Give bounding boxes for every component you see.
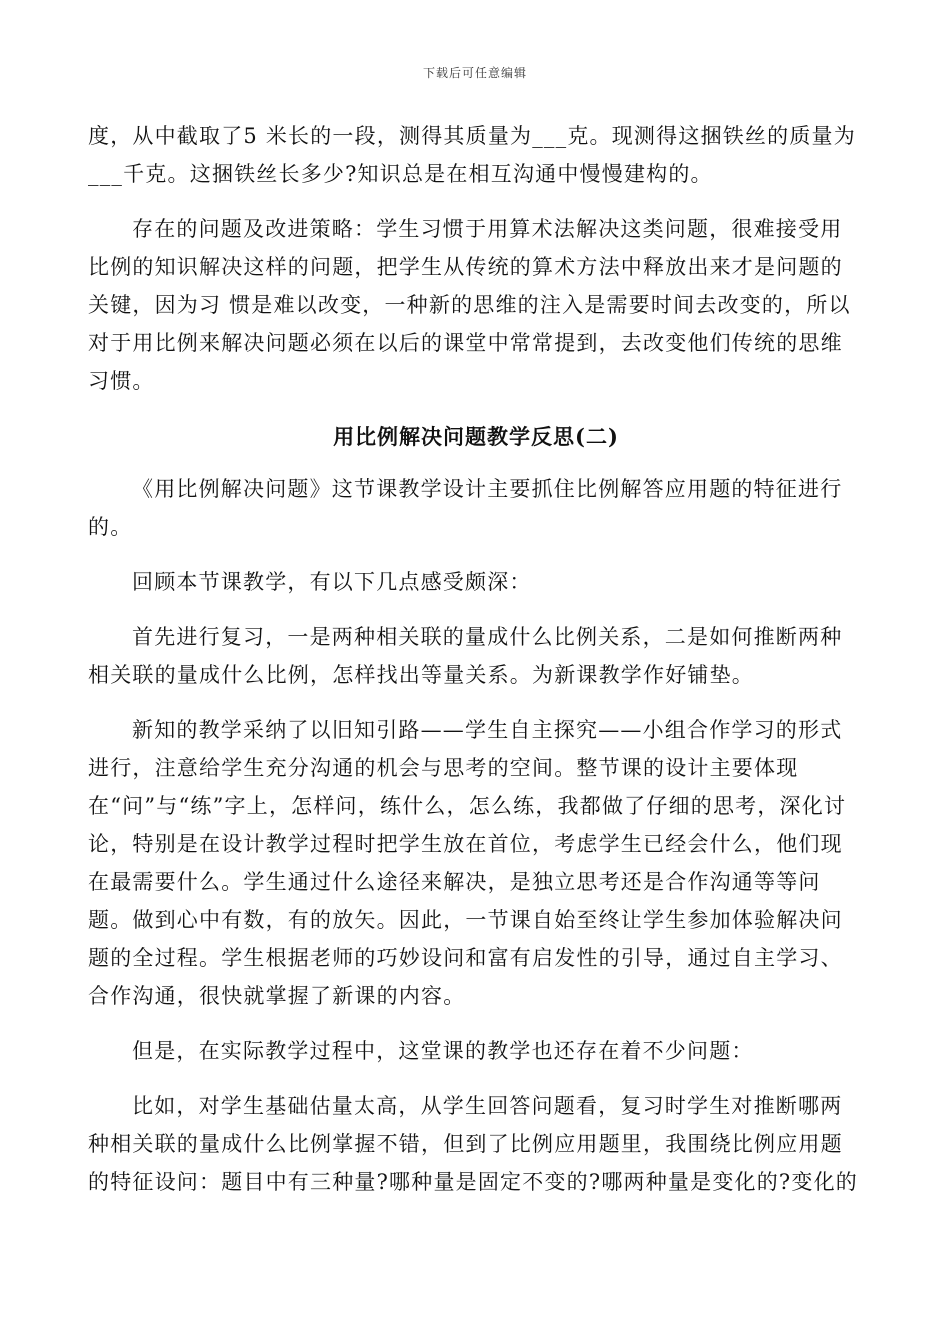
- paragraph-intro: 《用比例解决问题》这节课教学设计主要抓住比例解答应用题的特征进行的。: [88, 477, 843, 539]
- paragraph-review: 回顾本节课教学，有以下几点感受颇深：: [132, 570, 532, 594]
- document-body: [88, 117, 864, 1218]
- page-header-watermark: 下载后可任意编辑: [422, 66, 527, 80]
- paragraph-first-review: 首先进行复习，一是两种相关联的量成什么比例关系，二是如何推断两种相关联的量成什么比例，怎样找出等量关系。为新课教学作好铺垫。: [88, 625, 843, 687]
- paragraph-but: 但是，在实际教学过程中，这堂课的教学也还存在着不少问题：: [132, 1039, 754, 1063]
- paragraph-example: 比如，对学生基础估量太高，从学生回答问题看，复习时学生对推断哪两种相关联的量成什么比例掌握不错，但到了比例应用题里，我围绕比例应用题的特征设问：题目中有三种量?哪种量是固定不变的?哪两种量是变化的?变化的: [88, 1094, 858, 1194]
- section-title: 用比例解决问题教学反思(二): [333, 424, 619, 449]
- paragraph-continuation: 度，从中截取了5 米长的一段，测得其质量为___克。现测得这捆铁丝的质量为___千克。这捆铁丝长多少?知识总是在相互沟通中慢慢建构的。: [88, 124, 856, 186]
- paragraph-problems-strategy: 存在的问题及改进策略：学生习惯于用算术法解决这类问题，很难接受用比例的知识解决这样的问题，把学生从传统的算术方法中释放出来才是问题的关键，因为习 惯是难以改变，一种新的思维的注入是需要时间去改变的，所以对于用比例来解决问题必须在以后的课堂中常常提到，去改变他们传统的思维习惯。: [88, 217, 851, 393]
- paragraph-new-knowledge: 新知的教学采纳了以旧知引路——学生自主探究——小组合作学习的形式进行，注意给学生充分沟通的机会与思考的空间。整节课的设计主要体现在“问”与“练”字上，怎样问，练什么，怎么练，我都做了仔细的思考，深化讨论，特别是在设计教学过程时把学生放在首位，考虑学生已经会什么，他们现在最需要什么。学生通过什么途径来解决，是独立思考还是合作沟通等等问题。做到心中有数，有的放矢。因此，一节课自始至终让学生参加体验解决问题的全过程。学生根据老师的巧妙设问和富有启发性的引导，通过自主学习、合作沟通，很快就掌握了新课的内容。: [88, 718, 847, 1008]
